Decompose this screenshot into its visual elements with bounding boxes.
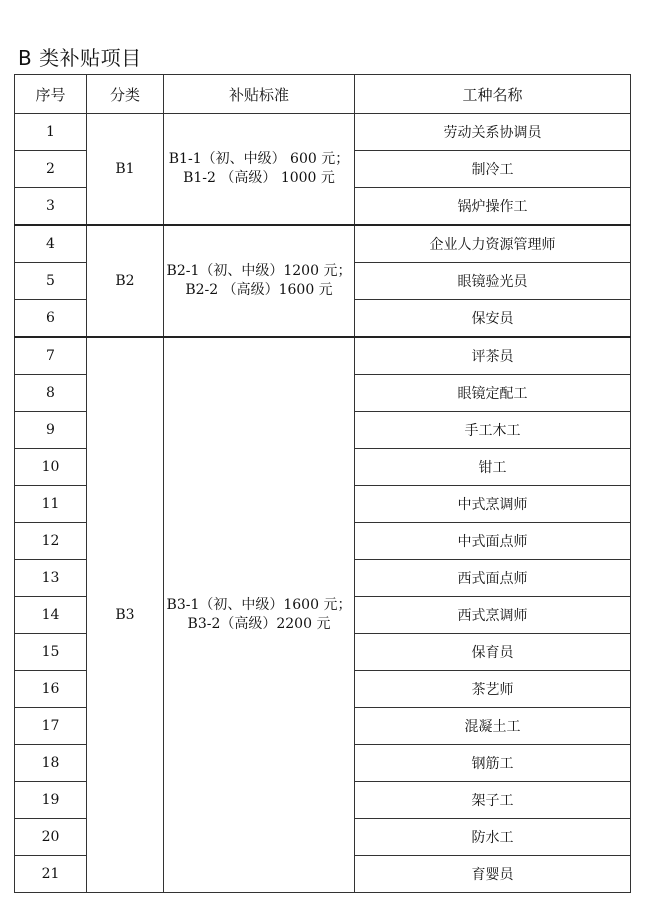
row-job: 保育员	[355, 634, 631, 671]
group-standard	[164, 114, 355, 226]
row-seq: 14	[15, 597, 87, 634]
subsidy-table	[14, 74, 631, 893]
group-standard	[164, 337, 355, 893]
header-category: 分类	[87, 75, 164, 114]
row-job: 西式烹调师	[355, 597, 631, 634]
row-job: 评茶员	[355, 337, 631, 375]
header-job: 工种名称	[355, 75, 631, 114]
standard-line-1: B3-1（初、中级）1600 元；	[166, 597, 352, 613]
row-seq: 11	[15, 486, 87, 523]
standard-line-2: B1-2 （高级） 1000 元	[183, 170, 335, 186]
row-seq: 6	[15, 300, 87, 338]
row-seq: 4	[15, 225, 87, 263]
row-job: 架子工	[355, 782, 631, 819]
row-job: 劳动关系协调员	[355, 114, 631, 151]
row-job: 钢筋工	[355, 745, 631, 782]
row-seq: 12	[15, 523, 87, 560]
row-seq: 3	[15, 188, 87, 226]
header-standard: 补贴标准	[164, 75, 355, 114]
row-seq: 7	[15, 337, 87, 375]
row-job: 手工木工	[355, 412, 631, 449]
table-row	[15, 337, 631, 375]
table-row	[15, 114, 631, 151]
standard-line-1: B1-1（初、中级） 600 元；	[168, 151, 350, 167]
row-seq: 10	[15, 449, 87, 486]
row-job: 茶艺师	[355, 671, 631, 708]
row-job: 混凝土工	[355, 708, 631, 745]
group-standard	[164, 225, 355, 337]
row-job: 眼镜验光员	[355, 263, 631, 300]
row-seq: 18	[15, 745, 87, 782]
row-seq: 13	[15, 560, 87, 597]
table-row	[15, 225, 631, 263]
row-seq: 19	[15, 782, 87, 819]
row-job: 钳工	[355, 449, 631, 486]
group-category: B3	[87, 337, 164, 893]
row-seq: 5	[15, 263, 87, 300]
row-seq: 9	[15, 412, 87, 449]
row-job: 制冷工	[355, 151, 631, 188]
standard-line-1: B2-1（初、中级）1200 元；	[166, 263, 352, 279]
row-seq: 2	[15, 151, 87, 188]
row-seq: 16	[15, 671, 87, 708]
row-seq: 17	[15, 708, 87, 745]
standard-line-2: B2-2 （高级）1600 元	[185, 282, 333, 298]
row-job: 企业人力资源管理师	[355, 225, 631, 263]
row-seq: 8	[15, 375, 87, 412]
header-row	[15, 75, 631, 114]
standard-line-2: B3-2（高级）2200 元	[187, 616, 331, 632]
row-job: 西式面点师	[355, 560, 631, 597]
row-job: 保安员	[355, 300, 631, 338]
row-job: 中式烹调师	[355, 486, 631, 523]
header-seq: 序号	[15, 75, 87, 114]
row-seq: 15	[15, 634, 87, 671]
row-seq: 20	[15, 819, 87, 856]
table-body	[15, 114, 631, 893]
page-title: B 类补贴项目	[18, 46, 142, 70]
group-category: B2	[87, 225, 164, 337]
row-seq: 21	[15, 856, 87, 893]
group-category: B1	[87, 114, 164, 226]
row-job: 育婴员	[355, 856, 631, 893]
row-job: 锅炉操作工	[355, 188, 631, 226]
row-job: 眼镜定配工	[355, 375, 631, 412]
row-job: 中式面点师	[355, 523, 631, 560]
row-job: 防水工	[355, 819, 631, 856]
row-seq: 1	[15, 114, 87, 151]
